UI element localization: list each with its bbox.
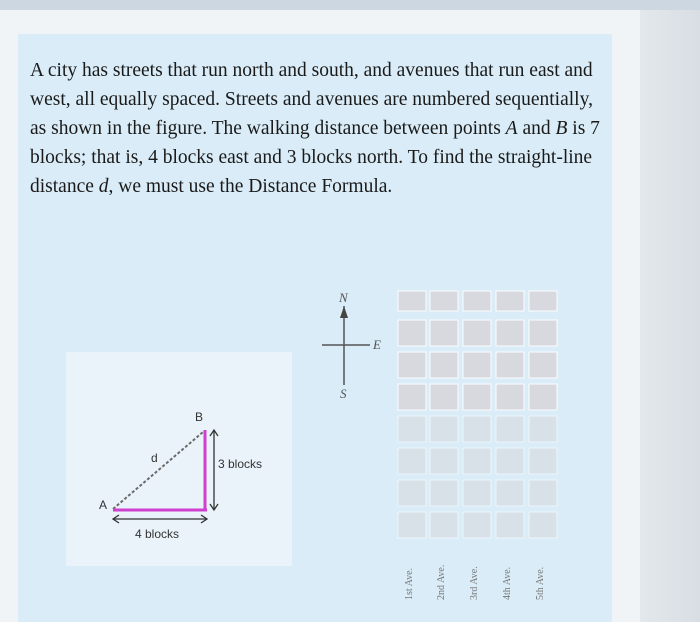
city-block [496, 352, 524, 378]
city-block [430, 480, 458, 506]
problem-text-part: A city has streets that run north and south, and avenues that run east and west, all equally spaced. Streets and avenues are numbered sequentially, as shown in the figure. The walking distance between points [30, 60, 593, 139]
distance-d-label: d [151, 451, 158, 465]
city-block [529, 416, 557, 442]
point-b-label: B [195, 410, 204, 424]
city-block [430, 291, 458, 311]
city-block [529, 352, 557, 378]
city-block [463, 291, 491, 311]
city-block [430, 512, 458, 538]
city-block [398, 384, 426, 410]
city-block [398, 320, 426, 346]
city-block [398, 512, 426, 538]
city-block [398, 448, 426, 474]
avenue-label: 1st Ave. [404, 567, 415, 600]
city-block [529, 480, 557, 506]
city-block [430, 448, 458, 474]
city-block [430, 320, 458, 346]
city-block [529, 384, 557, 410]
city-block [463, 448, 491, 474]
city-block [463, 480, 491, 506]
avenue-label: 2nd Ave. [436, 564, 447, 600]
city-block [496, 480, 524, 506]
city-block [496, 512, 524, 538]
city-block [529, 512, 557, 538]
city-block [430, 384, 458, 410]
city-block [430, 416, 458, 442]
city-block [463, 320, 491, 346]
vertical-distance-label: 3 blocks [218, 457, 263, 471]
avenue-label: 4th Ave. [502, 566, 513, 600]
distance-var: d [98, 176, 109, 197]
city-block [529, 448, 557, 474]
city-block [463, 416, 491, 442]
city-block [496, 448, 524, 474]
city-block [496, 320, 524, 346]
point-a-label: A [99, 498, 108, 512]
problem-text-part: , we must use the Distance Formula. [108, 176, 393, 197]
city-block [529, 320, 557, 346]
city-block [496, 416, 524, 442]
city-block [398, 480, 426, 506]
avenue-label: 5th Ave. [535, 566, 546, 600]
city-block [463, 512, 491, 538]
city-block [496, 384, 524, 410]
compass-north-label: N [339, 290, 348, 305]
horizontal-distance-label: 4 blocks [135, 527, 180, 541]
city-block [398, 416, 426, 442]
compass-south-label: S [340, 386, 347, 401]
city-block [463, 352, 491, 378]
city-block [398, 291, 426, 311]
problem-text-part: is 7 blocks; that is, 4 blocks east and 3 blocks north. To find the straight-line distance [30, 118, 600, 197]
avenue-label: 3rd Ave. [469, 566, 480, 600]
city-block [430, 352, 458, 378]
city-block [529, 291, 557, 311]
city-block [463, 384, 491, 410]
block-grid-group [398, 291, 557, 538]
point-a-var: A [505, 118, 518, 139]
problem-text-part: and [517, 118, 556, 139]
compass-east-label: E [373, 337, 381, 352]
city-block [496, 291, 524, 311]
point-b-var: B [555, 118, 568, 139]
avenue-labels-group [404, 565, 546, 600]
city-block [398, 352, 426, 378]
